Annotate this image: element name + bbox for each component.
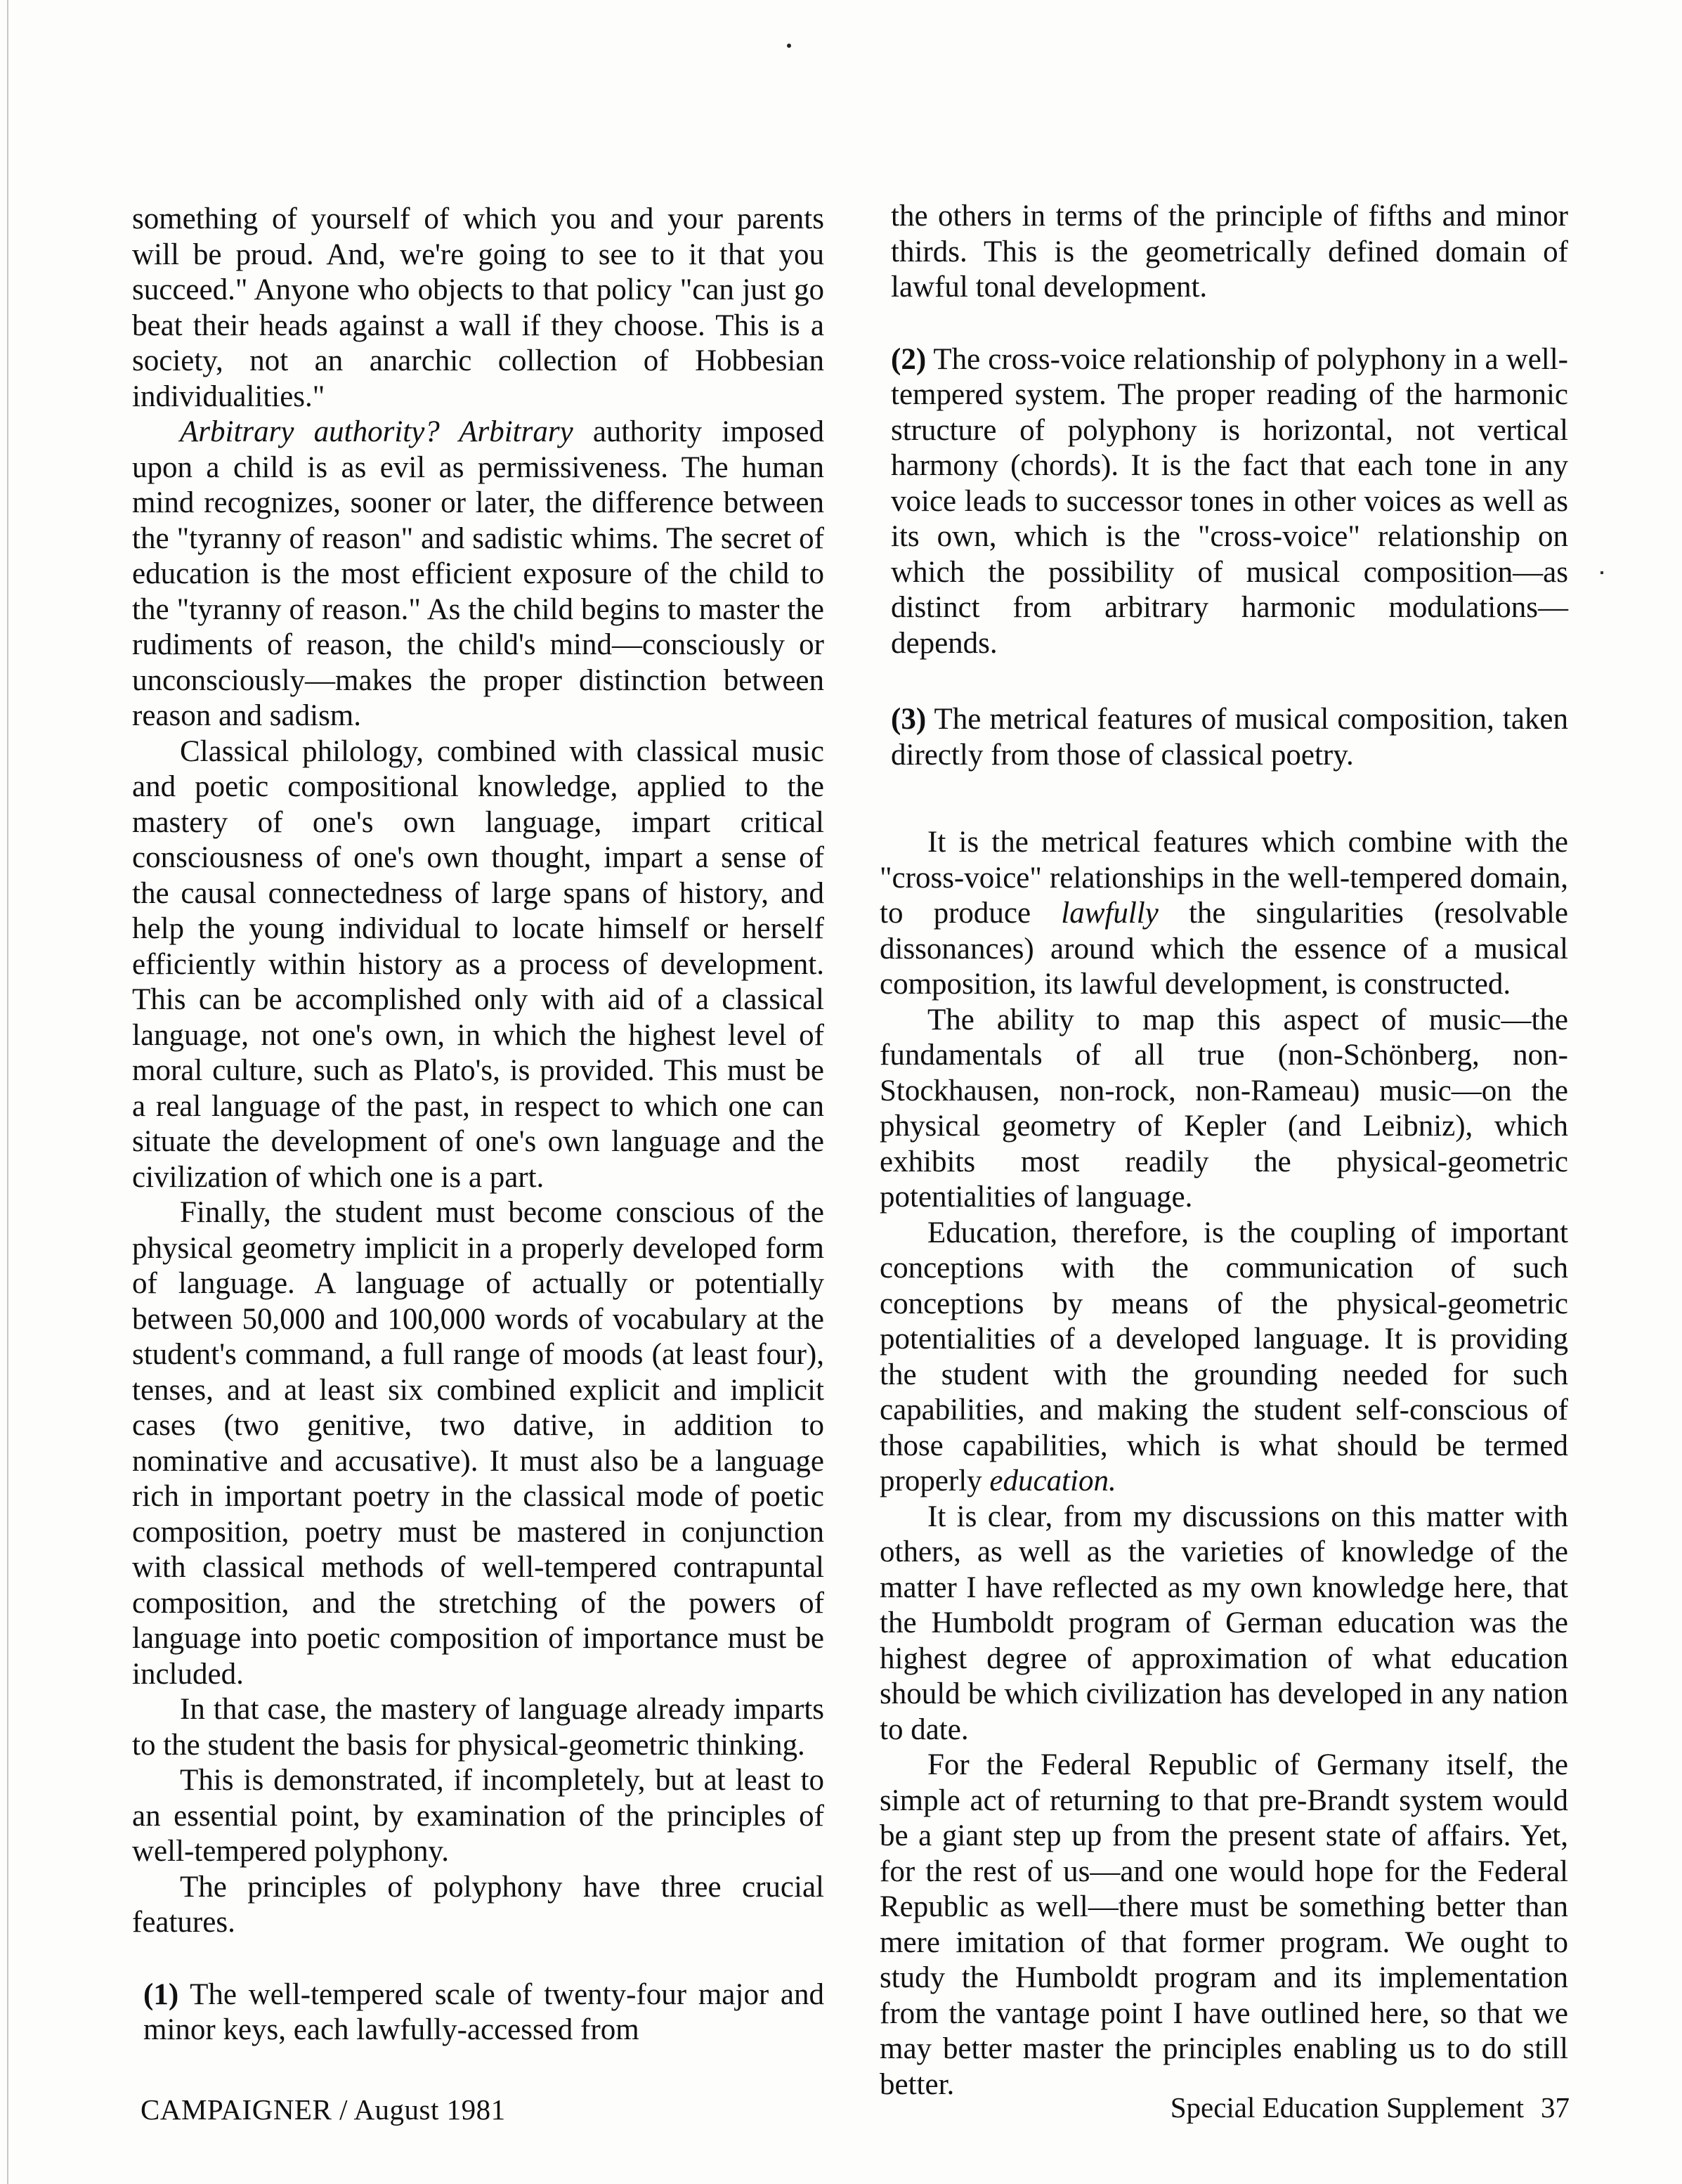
paragraph — [880, 825, 1568, 1003]
paragraph: Classical philology, combined with classical music and poetic compositional knowledge, applied to the mastery of one's own language, impart critical consciousness of one's own thought, impart a sense of the causal connectedness of large spans of history, and help the young individual to locate himself or herself efficiently within history as a process of development. This can be accomplished only with aid of a classical language, not one's own, in which the highest level of moral culture, such as Plato's, is provided. This must be a real language of the past, in respect to which one can situate the development of one's own language and the civilization of which one is a part. — [132, 734, 824, 1194]
paragraph: The principles of polyphony have three crucial features. — [132, 1870, 824, 1939]
footer-section — [1171, 2091, 1570, 2124]
paragraph: This is demonstrated, if incompletely, but at least to an essential point, by examination of the principles of well-tempered polyphony. — [132, 1764, 824, 1868]
emphasis: Arbitrary authority? Arbitrary — [180, 415, 573, 448]
paragraph-text: authority imposed upon a child is as evil as permissiveness. The human mind recognizes, sooner or later, the difference between the "tyranny of reason" and sadistic whims. The secret of education is the most efficient exposure of the child to the "tyranny of reason." As the child begins to master the rudiments of reason, the child's mind—consciously or unconsciously—makes the proper distinction between reason and sadism. — [132, 415, 824, 732]
feature-item-2 — [880, 342, 1568, 662]
paragraph: The ability to map this aspect of music—the fundamentals of all true (non-Schönberg, non-Stockhausen, non-rock, non-Rameau) music—on the physical geometry of Kepler (and Leibniz), which exhibits most readily the physical-geometric potentialities of language. — [880, 1003, 1568, 1214]
footer-section-title: Special Education Supplement — [1170, 2091, 1524, 2124]
paragraph: Finally, the student must become conscious of the physical geometry implicit in a properly developed form of language. A language of actually or potentially between 50,000 and 100,000 words of vocabulary at the student's command, a full range of moods (at least four), tenses, and at least six combined explicit and implicit cases (two genitive, two dative, in addition to nominative and accusative). It must also be a language rich in important poetry in the classical mode of poetic composition, poetry must be mastered in conjunction with classical methods of well-tempered contrapuntal composition, and the stretching of the powers of language into poetic composition of importance must be included. — [132, 1196, 824, 1691]
scan-speck — [1600, 571, 1603, 574]
emphasis: education. — [989, 1464, 1116, 1497]
paragraph: something of yourself of which you and your parents will be proud. And, we're going to see to it that you succeed." Anyone who objects to that policy "can just go beat their heads against a wall if they choose. This is a society, not an anarchic collection of Hobbesian individualities." — [132, 202, 824, 413]
paragraph: In that case, the mastery of language already imparts to the student the basis for physical-geometric thinking. — [132, 1693, 824, 1762]
feature-text: The metrical features of musical composition, taken directly from those of classical poetry. — [891, 703, 1568, 772]
paragraph — [880, 1216, 1568, 1500]
scan-edge-line — [7, 0, 8, 2184]
feature-item-1-continued: the others in terms of the principle of fifths and minor thirds. This is the geometrically defined domain of lawful tonal development. — [891, 200, 1568, 304]
feature-item-3 — [880, 702, 1568, 773]
emphasis: lawfully — [1061, 897, 1159, 930]
paragraph: For the Federal Republic of Germany itself, the simple act of returning to that pre-Brandt system would be a giant step up from the present state of affairs. Yet, for the rest of us—and one would hope for the Federal Republic as well—there must be something better than mere imitation of that former program. We ought to study the Humboldt program and its implementation from the vantage point I have outlined here, so that we may better master the principles enabling us to do still better. — [880, 1748, 1568, 2101]
feature-number: (3) — [891, 703, 927, 736]
footer-publication: CAMPAIGNER / August 1981 — [141, 2093, 506, 2126]
paragraph-text: Education, therefore, is the coupling of important conceptions with the communication of such conceptions by means of the physical-geometric potentialities of a developed language. It is providing the student with the grounding needed for such capabilities, and making the student self-conscious of those capabilities, which is what should be termed properly — [880, 1216, 1568, 1497]
paragraph-text: the singularities (resolvable dissonances) around which the essence of a musical composition, its lawful development, is constructed. — [880, 897, 1569, 1001]
page-number: 37 — [1541, 2091, 1570, 2124]
feature-number: (1) — [143, 1977, 179, 2011]
paragraph-text: It is the metrical features which combine with the "cross-voice" relationships in the well-tempered domain, to produce — [880, 826, 1568, 930]
feature-text: The well-tempered scale of twenty-four major and minor keys, each lawfully-accessed from — [143, 1977, 824, 2046]
feature-number: (2) — [891, 342, 927, 376]
left-column — [132, 202, 824, 2048]
feature-item-1 — [132, 1977, 824, 2048]
right-column — [880, 199, 1568, 2102]
paragraph — [132, 415, 824, 734]
paragraph: It is clear, from my discussions on this matter with others, as well as the varieties of knowledge of the matter I have reflected as my own knowledge here, that the Humboldt program of German education was the highest degree of approximation of what education should be which civilization has developed in any nation to date. — [880, 1500, 1568, 1746]
scan-speck — [787, 44, 791, 48]
feature-text: The cross-voice relationship of polyphony in a well-tempered system. The proper reading of the harmonic structure of polyphony is horizontal, not vertical harmony (chords). It is the fact that each tone in any voice leads to successor tones in other voices as well as its own, which is the "cross-voice" relationship on which the possibility of musical composition—as distinct from arbitrary harmonic modulations—depends. — [891, 342, 1568, 660]
